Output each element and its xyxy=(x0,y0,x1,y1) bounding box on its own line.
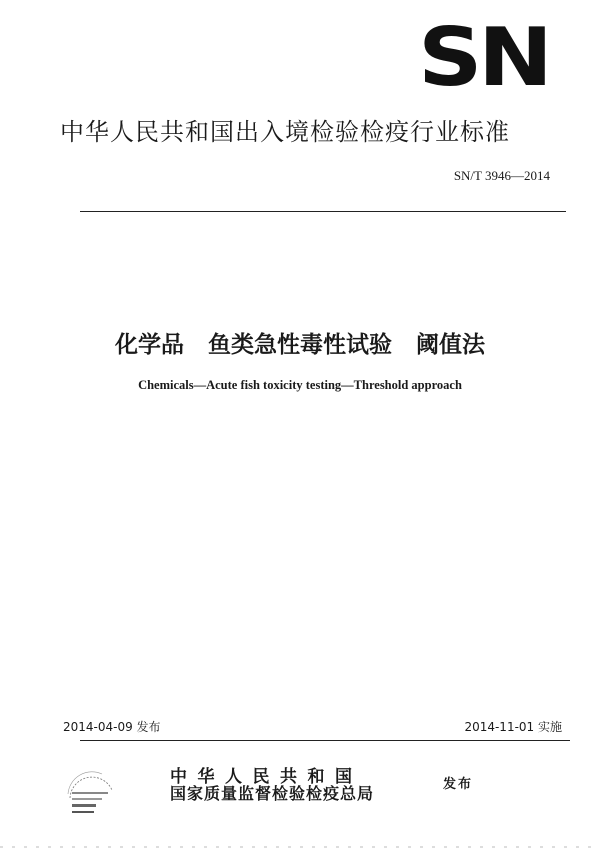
standard-category: 中华人民共和国出入境检验检疫行业标准 xyxy=(60,118,510,146)
standard-code: SN/T 3946—2014 xyxy=(453,168,550,183)
stamp-icon xyxy=(62,768,120,820)
document-title-en: Chemicals—Acute fish toxicity testing—Threshold approach xyxy=(138,378,462,392)
scan-noise xyxy=(0,842,600,852)
issuer-country: 中华人民共和国 xyxy=(170,767,363,787)
document-title-zh: 化学品 鱼类急性毒性试验 阈值法 xyxy=(114,332,486,358)
bottom-divider xyxy=(80,740,570,741)
top-divider xyxy=(80,211,566,212)
sn-logo: SN xyxy=(418,11,549,104)
effective-date: 2014-11-01 实施 xyxy=(464,720,562,734)
issue-date: 2014-04-09 发布 xyxy=(63,720,161,734)
issuer-action: 发布 xyxy=(443,777,474,792)
issuer-agency: 国家质量监督检验检疫总局 xyxy=(170,784,375,803)
